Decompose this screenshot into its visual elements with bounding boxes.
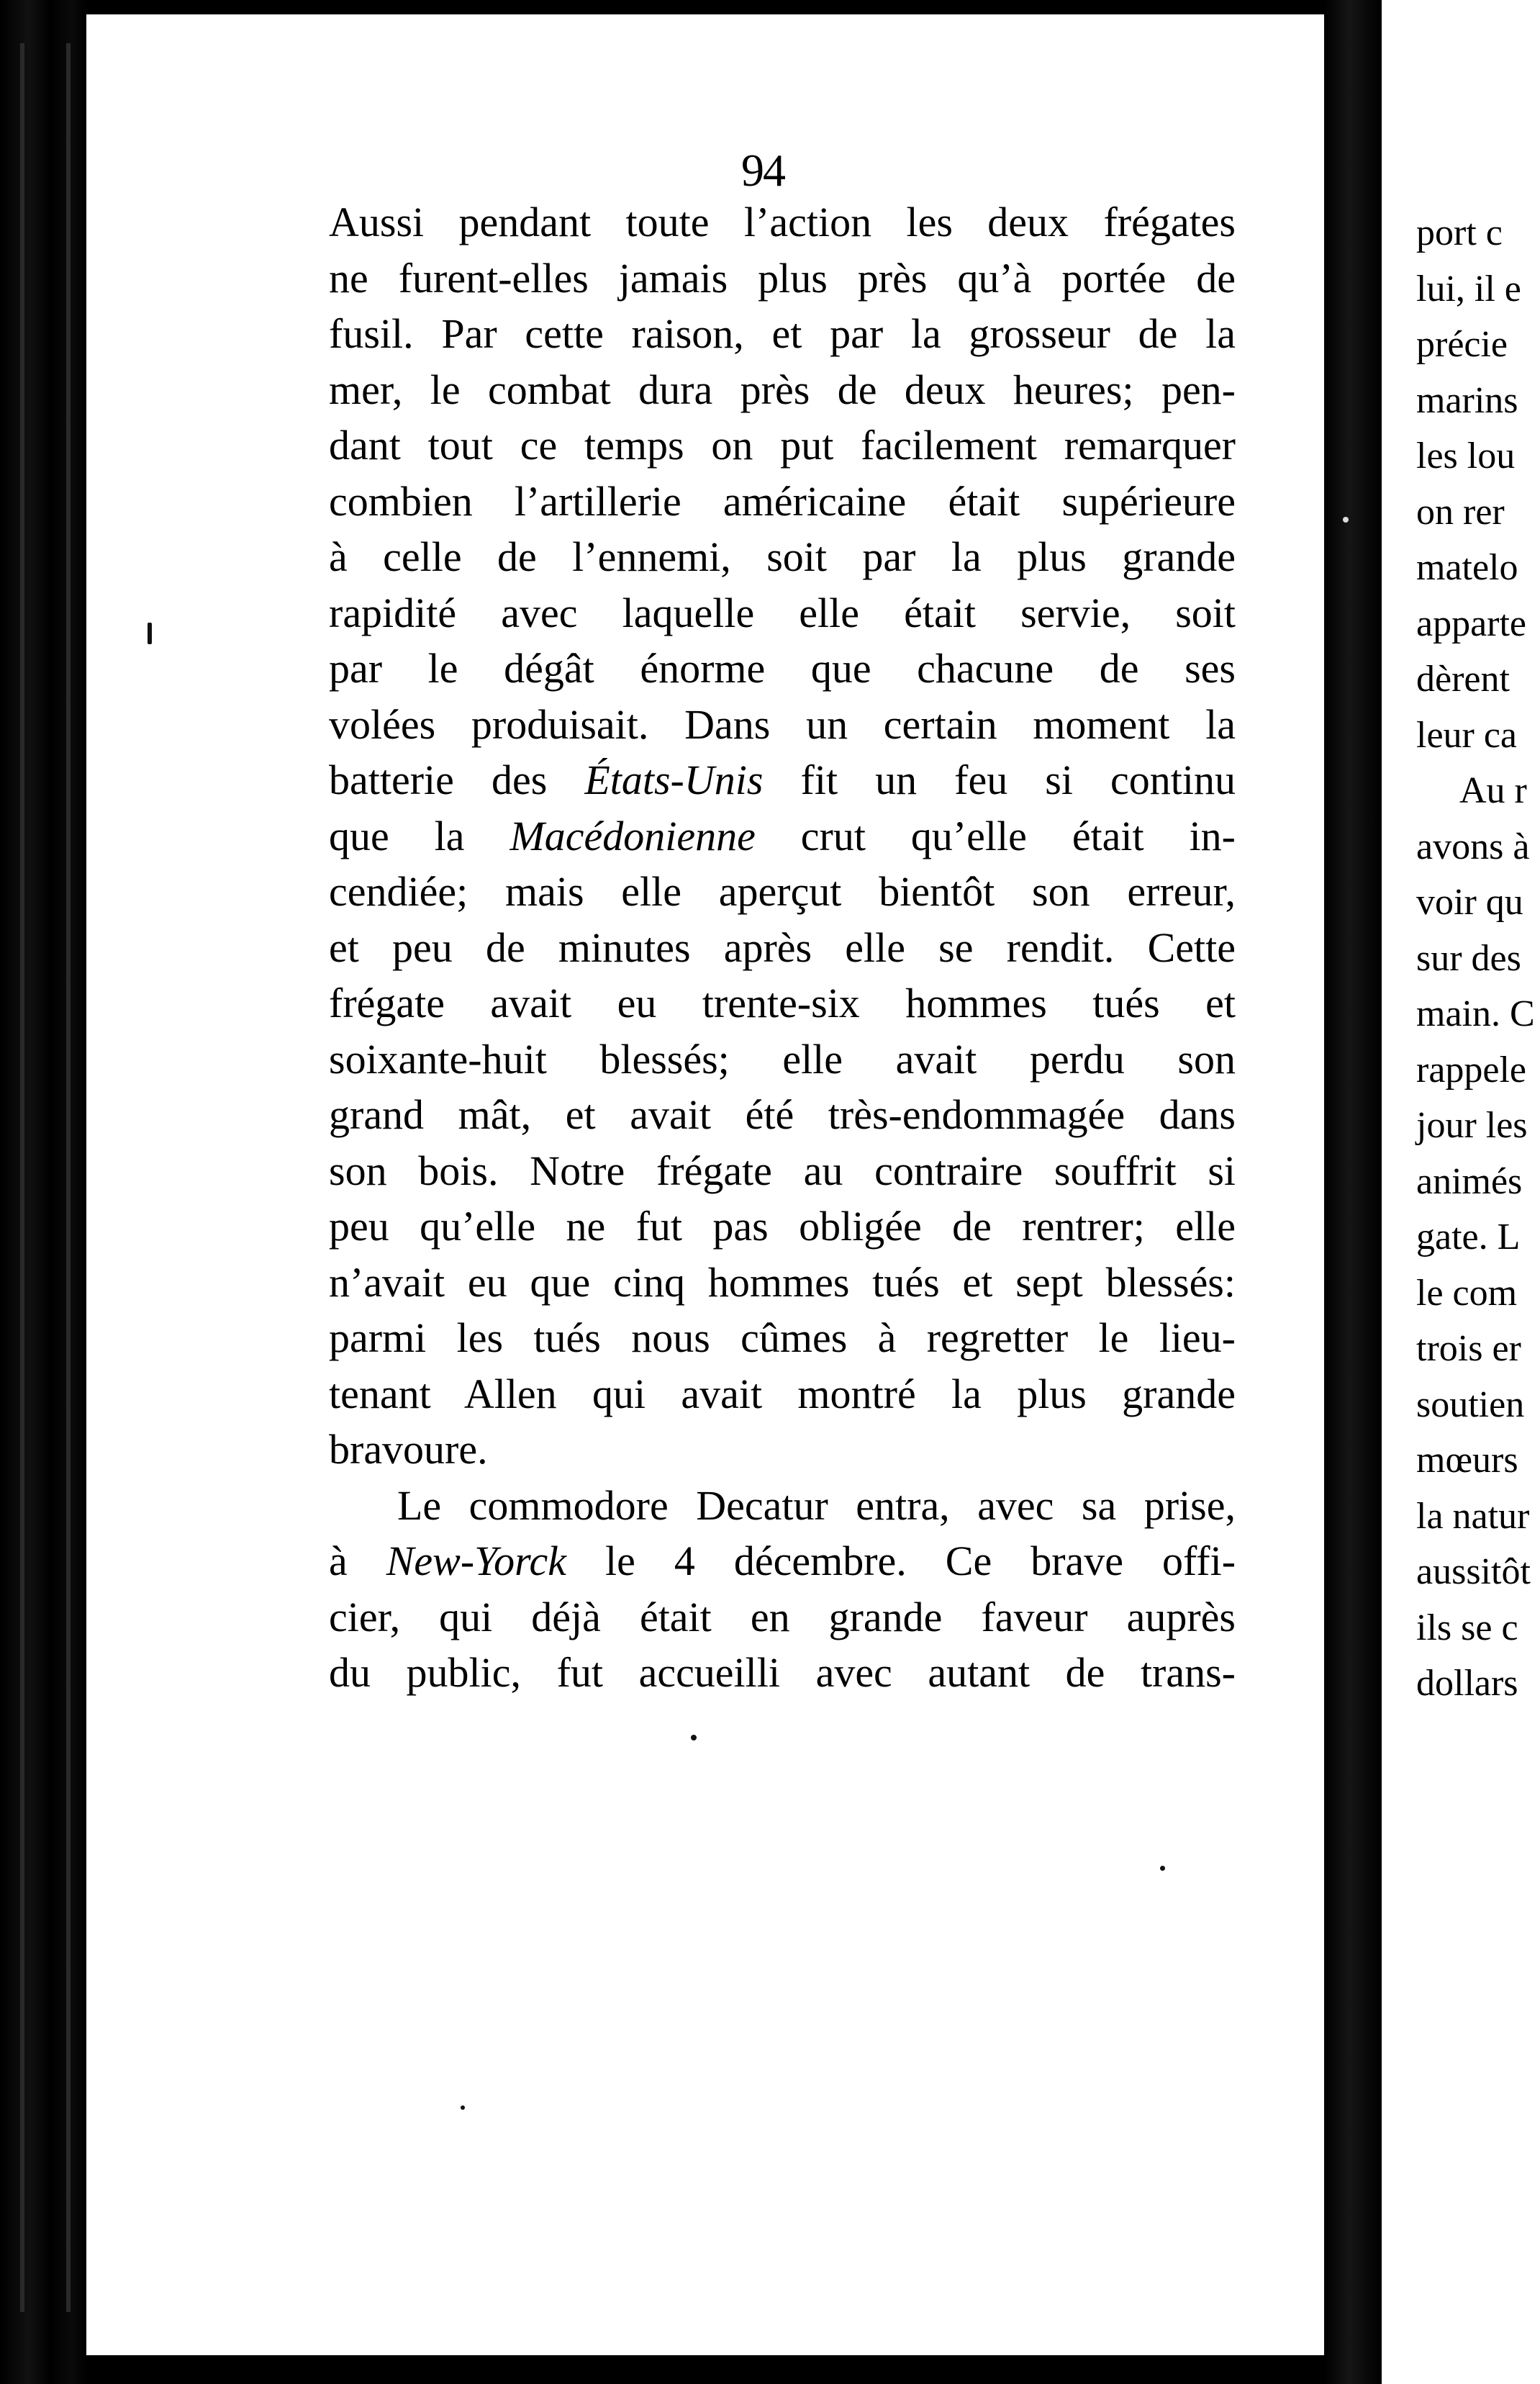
facing-line: jour les [1416,1105,1528,1146]
text-line: mer, le combat dura près de deux heures; pen- [329,366,1236,413]
facing-line: avons à [1416,826,1530,867]
facing-line: aussitôt [1416,1551,1531,1592]
text-line: cier, qui déjà était en grande faveur auprès [329,1593,1236,1640]
scan-speck [691,1735,697,1740]
facing-line: matelo [1416,547,1518,588]
text-line: parmi les tués nous cûmes à regretter le lieu- [329,1314,1236,1361]
facing-line: animés [1416,1160,1523,1202]
text-line: n’avait eu que cinq hommes tués et sept blessés: [329,1258,1236,1306]
facing-line: main. C [1416,993,1535,1034]
facing-line: sur des [1416,937,1521,979]
text-line: batterie des États-Unis fit un feu si continu [329,757,1236,803]
left-scan-margin [0,0,86,2384]
text-line: cendiée; mais elle aperçut bientôt son erreur, [329,868,1236,915]
facing-line: trois er [1416,1328,1521,1369]
facing-line: voir qu [1416,882,1523,923]
text-line: peu qu’elle ne fut pas obligée de rentrer; elle [329,1203,1236,1250]
text-line: son bois. Notre frégate au contraire souffrit si [329,1147,1236,1194]
facing-line: apparte [1416,602,1527,644]
book-gutter [1324,0,1382,2384]
text-line: volées produisait. Dans un certain moment la [329,700,1236,748]
text-line: fusil. Par cette raison, et par la grosseur de la [329,310,1236,357]
text-line: Le commodore Decatur entra, avec sa prise, [397,1481,1236,1529]
facing-line: on rer [1416,491,1505,533]
facing-line: dèrent [1416,659,1510,700]
margin-line [20,43,24,2312]
facing-line: gate. L [1416,1216,1521,1258]
text-line: tenant Allen qui avait montré la plus grande [329,1370,1236,1417]
scan-speck [461,2105,465,2110]
text-line: grand mât, et avait été très-endommagée dans [329,1091,1236,1138]
text-line: rapidité avec laquelle elle était servie, soit [329,589,1236,636]
facing-line: mœurs [1416,1440,1518,1481]
facing-line: Au r [1459,770,1527,811]
facing-line: marins [1416,379,1518,421]
scan-speck [148,623,152,644]
text-line: du public, fut accueilli avec autant de trans- [329,1649,1236,1696]
facing-line: dollars [1416,1663,1518,1704]
main-text [329,194,1236,1701]
facing-line: port c [1416,212,1503,253]
text-line: dant tout ce temps on put facilement remarquer [329,422,1236,469]
facing-line: rappele [1416,1049,1527,1091]
facing-page-text [1416,205,1540,1712]
facing-line: leur ca [1416,714,1518,756]
text-line: et peu de minutes après elle se rendit. Cette [329,924,1236,971]
scan-speck [1160,1866,1165,1871]
text-line: Aussi pendant toute l’action les deux frégates [329,199,1236,245]
facing-line: la natur [1416,1495,1530,1537]
text-line: par le dégât énorme que chacune de ses [329,645,1236,692]
text-line: frégate avait eu trente-six hommes tués et [329,980,1236,1026]
facing-line: le com [1416,1272,1518,1314]
text-line: à celle de l’ennemi, soit par la plus grande [329,533,1236,580]
text-line: ne furent-elles jamais plus près qu’à portée de [329,254,1236,302]
text-line: que la Macédonienne crut qu’elle était in- [329,812,1236,859]
facing-line: les lou [1416,435,1516,477]
scan-speck [1343,517,1349,523]
margin-line [66,43,71,2312]
text-line: à New-Yorck le 4 décembre. Ce brave offi- [329,1538,1236,1584]
facing-line: lui, il e [1416,268,1521,310]
page-number: 94 [741,145,784,196]
text-line: combien l’artillerie américaine était supérieure [329,477,1236,525]
facing-line: ils se c [1416,1607,1518,1648]
facing-line: précie [1416,324,1508,365]
facing-line: soutien [1416,1383,1525,1425]
text-line: soixante-huit blessés; elle avait perdu son [329,1035,1236,1083]
text-line: bravoure. [329,1426,488,1473]
